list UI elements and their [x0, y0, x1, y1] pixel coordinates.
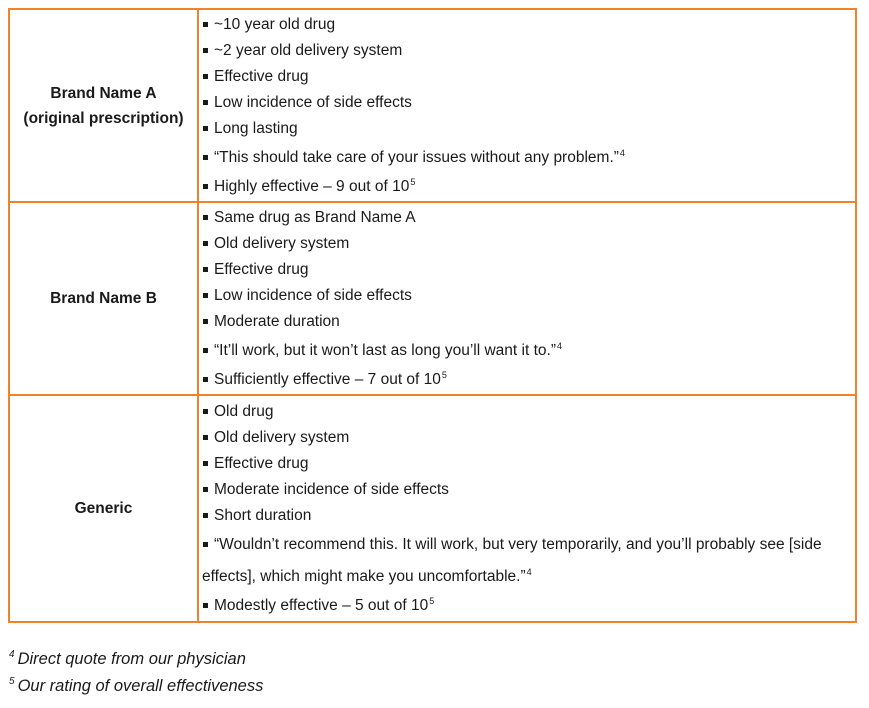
product-name-cell — [9, 395, 198, 622]
attributes-cell — [198, 9, 856, 202]
list-item: Same drug as Brand Name A — [199, 205, 855, 231]
table-row — [9, 202, 856, 395]
footnote-ref: 4 — [557, 340, 563, 351]
bullet-icon — [203, 74, 208, 79]
attribute-list — [199, 12, 855, 200]
footnote-ref: 4 — [526, 566, 532, 577]
bullet-icon — [203, 513, 208, 518]
list-item: Effective drug — [199, 257, 855, 283]
attribute-list — [199, 205, 855, 393]
effectiveness-rating: Highly effective – 9 out of $10^5$ — [199, 174, 855, 200]
bullet-icon — [203, 377, 208, 382]
bullet-icon — [203, 126, 208, 131]
table-row — [9, 395, 856, 622]
product-name: Generic — [74, 500, 133, 517]
bullet-icon — [203, 22, 208, 27]
bullet-icon — [203, 48, 208, 53]
effectiveness-rating: Modestly effective – 5 out of $10^5$ — [199, 593, 855, 619]
footnote — [8, 650, 246, 669]
list-item: Effective drug — [199, 451, 855, 477]
bullet-icon — [203, 603, 208, 608]
bullet-icon — [203, 542, 208, 547]
bullet-icon — [203, 184, 208, 189]
table-row — [9, 9, 856, 202]
attributes-cell — [198, 202, 856, 395]
list-item: Effective drug — [199, 64, 855, 90]
comparison-table — [8, 8, 857, 623]
product-name: Brand Name B — [50, 290, 157, 307]
list-item: Moderate incidence of side effects — [199, 477, 855, 503]
bullet-icon — [203, 461, 208, 466]
bullet-icon — [203, 241, 208, 246]
list-item: ~2 year old delivery system — [199, 38, 855, 64]
product-name: Brand Name A — [50, 84, 157, 102]
footnote-number: 5 — [9, 676, 15, 687]
bullet-icon — [203, 319, 208, 324]
attribute-list — [199, 399, 855, 619]
footnote-text: Our rating of overall effectiveness — [17, 677, 264, 695]
bullet-icon — [203, 100, 208, 105]
list-item: Moderate duration — [199, 309, 855, 335]
list-item: Low incidence of side effects — [199, 90, 855, 116]
bullet-icon — [203, 293, 208, 298]
bullet-icon — [203, 348, 208, 353]
footnote-text: Direct quote from our physician — [17, 650, 246, 668]
effectiveness-rating: Sufficiently effective – 7 out of $10^5$ — [199, 367, 855, 393]
footnote-ref: 5 — [410, 176, 416, 187]
footnote-ref: 5 — [441, 369, 447, 380]
attributes-cell — [198, 395, 856, 622]
list-item: Old delivery system — [199, 231, 855, 257]
list-item: Long lasting — [199, 116, 855, 142]
bullet-icon — [203, 267, 208, 272]
bullet-icon — [203, 155, 208, 160]
physician-quote: “Wouldn’t recommend this. It will work, but very temporarily, and you’ll probably see [side effects], which might make you uncomfortable.”$^4$ — [202, 535, 822, 585]
bullet-icon — [203, 215, 208, 220]
product-subtitle: (original prescription) — [23, 109, 184, 127]
product-name-cell — [9, 202, 198, 395]
product-name-cell — [9, 9, 198, 202]
footnote-number: 4 — [9, 649, 15, 660]
footnote — [8, 677, 263, 696]
list-item: Low incidence of side effects — [199, 283, 855, 309]
list-item: Old delivery system — [199, 425, 855, 451]
footnote-ref: 5 — [429, 595, 435, 606]
bullet-icon — [203, 409, 208, 414]
list-item: Short duration — [199, 503, 855, 529]
physician-quote: “This should take care of your issues without any problem.”$^4$ — [199, 142, 855, 174]
list-item: Old drug — [199, 399, 855, 425]
list-item: ~10 year old drug — [199, 12, 855, 38]
bullet-icon — [203, 435, 208, 440]
footnote-ref: 4 — [619, 147, 625, 158]
physician-quote: “It’ll work, but it won’t last as long you’ll want it to.”$^4$ — [199, 335, 855, 367]
bullet-icon — [203, 487, 208, 492]
